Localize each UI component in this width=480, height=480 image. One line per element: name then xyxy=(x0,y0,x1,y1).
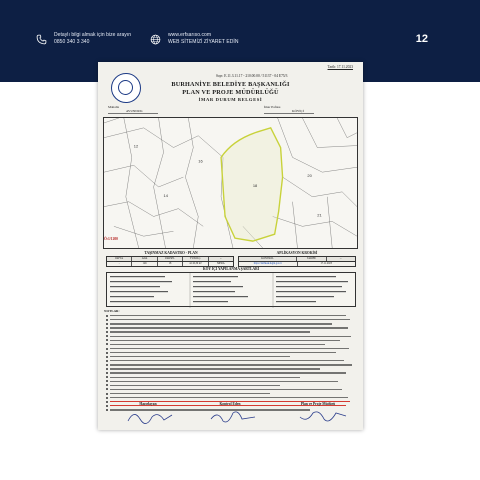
mahalle-value: AVUNDUK xyxy=(108,109,158,114)
cadastre-heading: TAŞINMAZ KADASTRO - PLAN xyxy=(144,251,198,255)
signature-label-checked: Kontrol Eden xyxy=(219,402,241,406)
phone-line-2: 0850 340 3 340 xyxy=(54,39,90,45)
document-title-municipality: BURHANİYE BELEDİYE BAŞKANLIĞI xyxy=(171,81,290,88)
application-heading: APLİKASYON KROKİSİ xyxy=(276,251,318,255)
list-item xyxy=(106,334,356,338)
list-item xyxy=(106,330,356,334)
application-col-extra: ... xyxy=(339,257,342,260)
list-item xyxy=(106,367,356,371)
mahalle-field xyxy=(108,105,158,114)
list-item xyxy=(106,351,356,355)
list-item xyxy=(106,363,356,367)
notes-heading: NOTLAR: xyxy=(104,309,120,313)
imar-field xyxy=(264,105,314,114)
list-item xyxy=(106,355,356,359)
list-item xyxy=(106,384,356,388)
cadastre-col-area: YÜZÖLÇ. xyxy=(183,257,208,261)
list-item xyxy=(106,396,356,400)
application-link[interactable]: https://istihkak.tkgm.gov.tr xyxy=(239,262,298,266)
list-item xyxy=(106,347,356,351)
document-title-certificate: İMAR DURUM BELGESİ xyxy=(198,97,263,102)
list-item xyxy=(106,371,356,375)
imar-label: İmar Paftası xyxy=(264,105,281,109)
list-item xyxy=(106,322,356,326)
list-item xyxy=(106,339,356,343)
list-item xyxy=(106,392,356,396)
cadastre-cell: MERA xyxy=(217,261,225,265)
phone-line-1: Detaylı bilgi almak için bize arayın xyxy=(54,32,132,38)
zoning-conditions-table xyxy=(106,272,356,307)
phone-contact[interactable] xyxy=(36,32,131,46)
web-line-2: WEB SİTEMİZİ ZİYARET EDİN xyxy=(168,39,239,45)
map-scale: Ö:1/1200 xyxy=(104,237,118,241)
svg-text:18: 18 xyxy=(252,182,258,188)
application-col-date: TARİHİ xyxy=(297,257,327,261)
cadastre-col-parsel: PARSEL xyxy=(158,257,183,261)
cadastre-cell: 146 xyxy=(132,262,157,266)
signature-label-director: Plan ve Proje Müdürü xyxy=(300,402,336,406)
zoning-conditions-text xyxy=(107,273,357,308)
imar-value: KÖYİÇİ xyxy=(264,109,314,114)
phone-icon xyxy=(36,34,47,45)
application-date-cell: 17.11.2023 xyxy=(320,261,333,265)
cadastre-cell: 4.116,30 m² xyxy=(183,262,208,266)
list-item xyxy=(106,388,356,392)
svg-text:20: 20 xyxy=(307,173,312,179)
list-item xyxy=(106,380,356,384)
web-line-1: www.erfsarıso.com xyxy=(168,32,212,38)
list-item xyxy=(106,343,356,347)
table-row xyxy=(239,262,355,266)
list-item xyxy=(106,318,356,322)
list-item xyxy=(106,359,356,363)
globe-icon xyxy=(150,34,161,45)
svg-text:14: 14 xyxy=(163,192,168,198)
cadastral-map xyxy=(103,117,358,249)
document-title-department: PLAN VE PROJE MÜDÜRLÜĞÜ xyxy=(182,89,279,96)
parcel-drawing xyxy=(104,118,357,248)
application-table xyxy=(238,256,356,267)
signature-checked xyxy=(208,407,258,427)
table-row xyxy=(107,262,233,266)
svg-text:16: 16 xyxy=(198,158,203,164)
svg-text:21: 21 xyxy=(317,212,322,218)
website-contact[interactable] xyxy=(150,32,239,46)
document-reference: Sayı: E.11.3.11.17 - 210.00.00 / 51137 - 04 E75/3 xyxy=(216,74,288,78)
list-item xyxy=(106,314,356,318)
application-col-control: KONTROL xyxy=(239,257,297,261)
signature-label-prepared: Hazırlayan xyxy=(139,402,157,406)
signature-director xyxy=(298,407,348,427)
cadastre-col-ada: ADA xyxy=(132,257,157,261)
page-number: 12 xyxy=(415,33,428,45)
zoning-certificate-document xyxy=(98,62,363,430)
cadastre-col-pafta: PAFTA xyxy=(107,257,132,261)
cadastre-cell: - xyxy=(107,262,132,266)
notes-list xyxy=(106,314,356,412)
mahalle-label: Mahalle xyxy=(108,105,120,109)
zoning-heading: KÖY İÇİ YAPILANMA ŞARTLARI xyxy=(202,267,260,271)
document-date: Tarih: 17.11.2023 xyxy=(327,65,353,69)
list-item xyxy=(106,375,356,379)
cadastre-table xyxy=(106,256,234,267)
cadastre-col-type: ... xyxy=(219,257,222,260)
signature-prepared xyxy=(126,407,176,427)
list-item xyxy=(106,326,356,330)
cadastre-cell: 18 xyxy=(158,262,183,266)
svg-text:12: 12 xyxy=(133,143,139,149)
